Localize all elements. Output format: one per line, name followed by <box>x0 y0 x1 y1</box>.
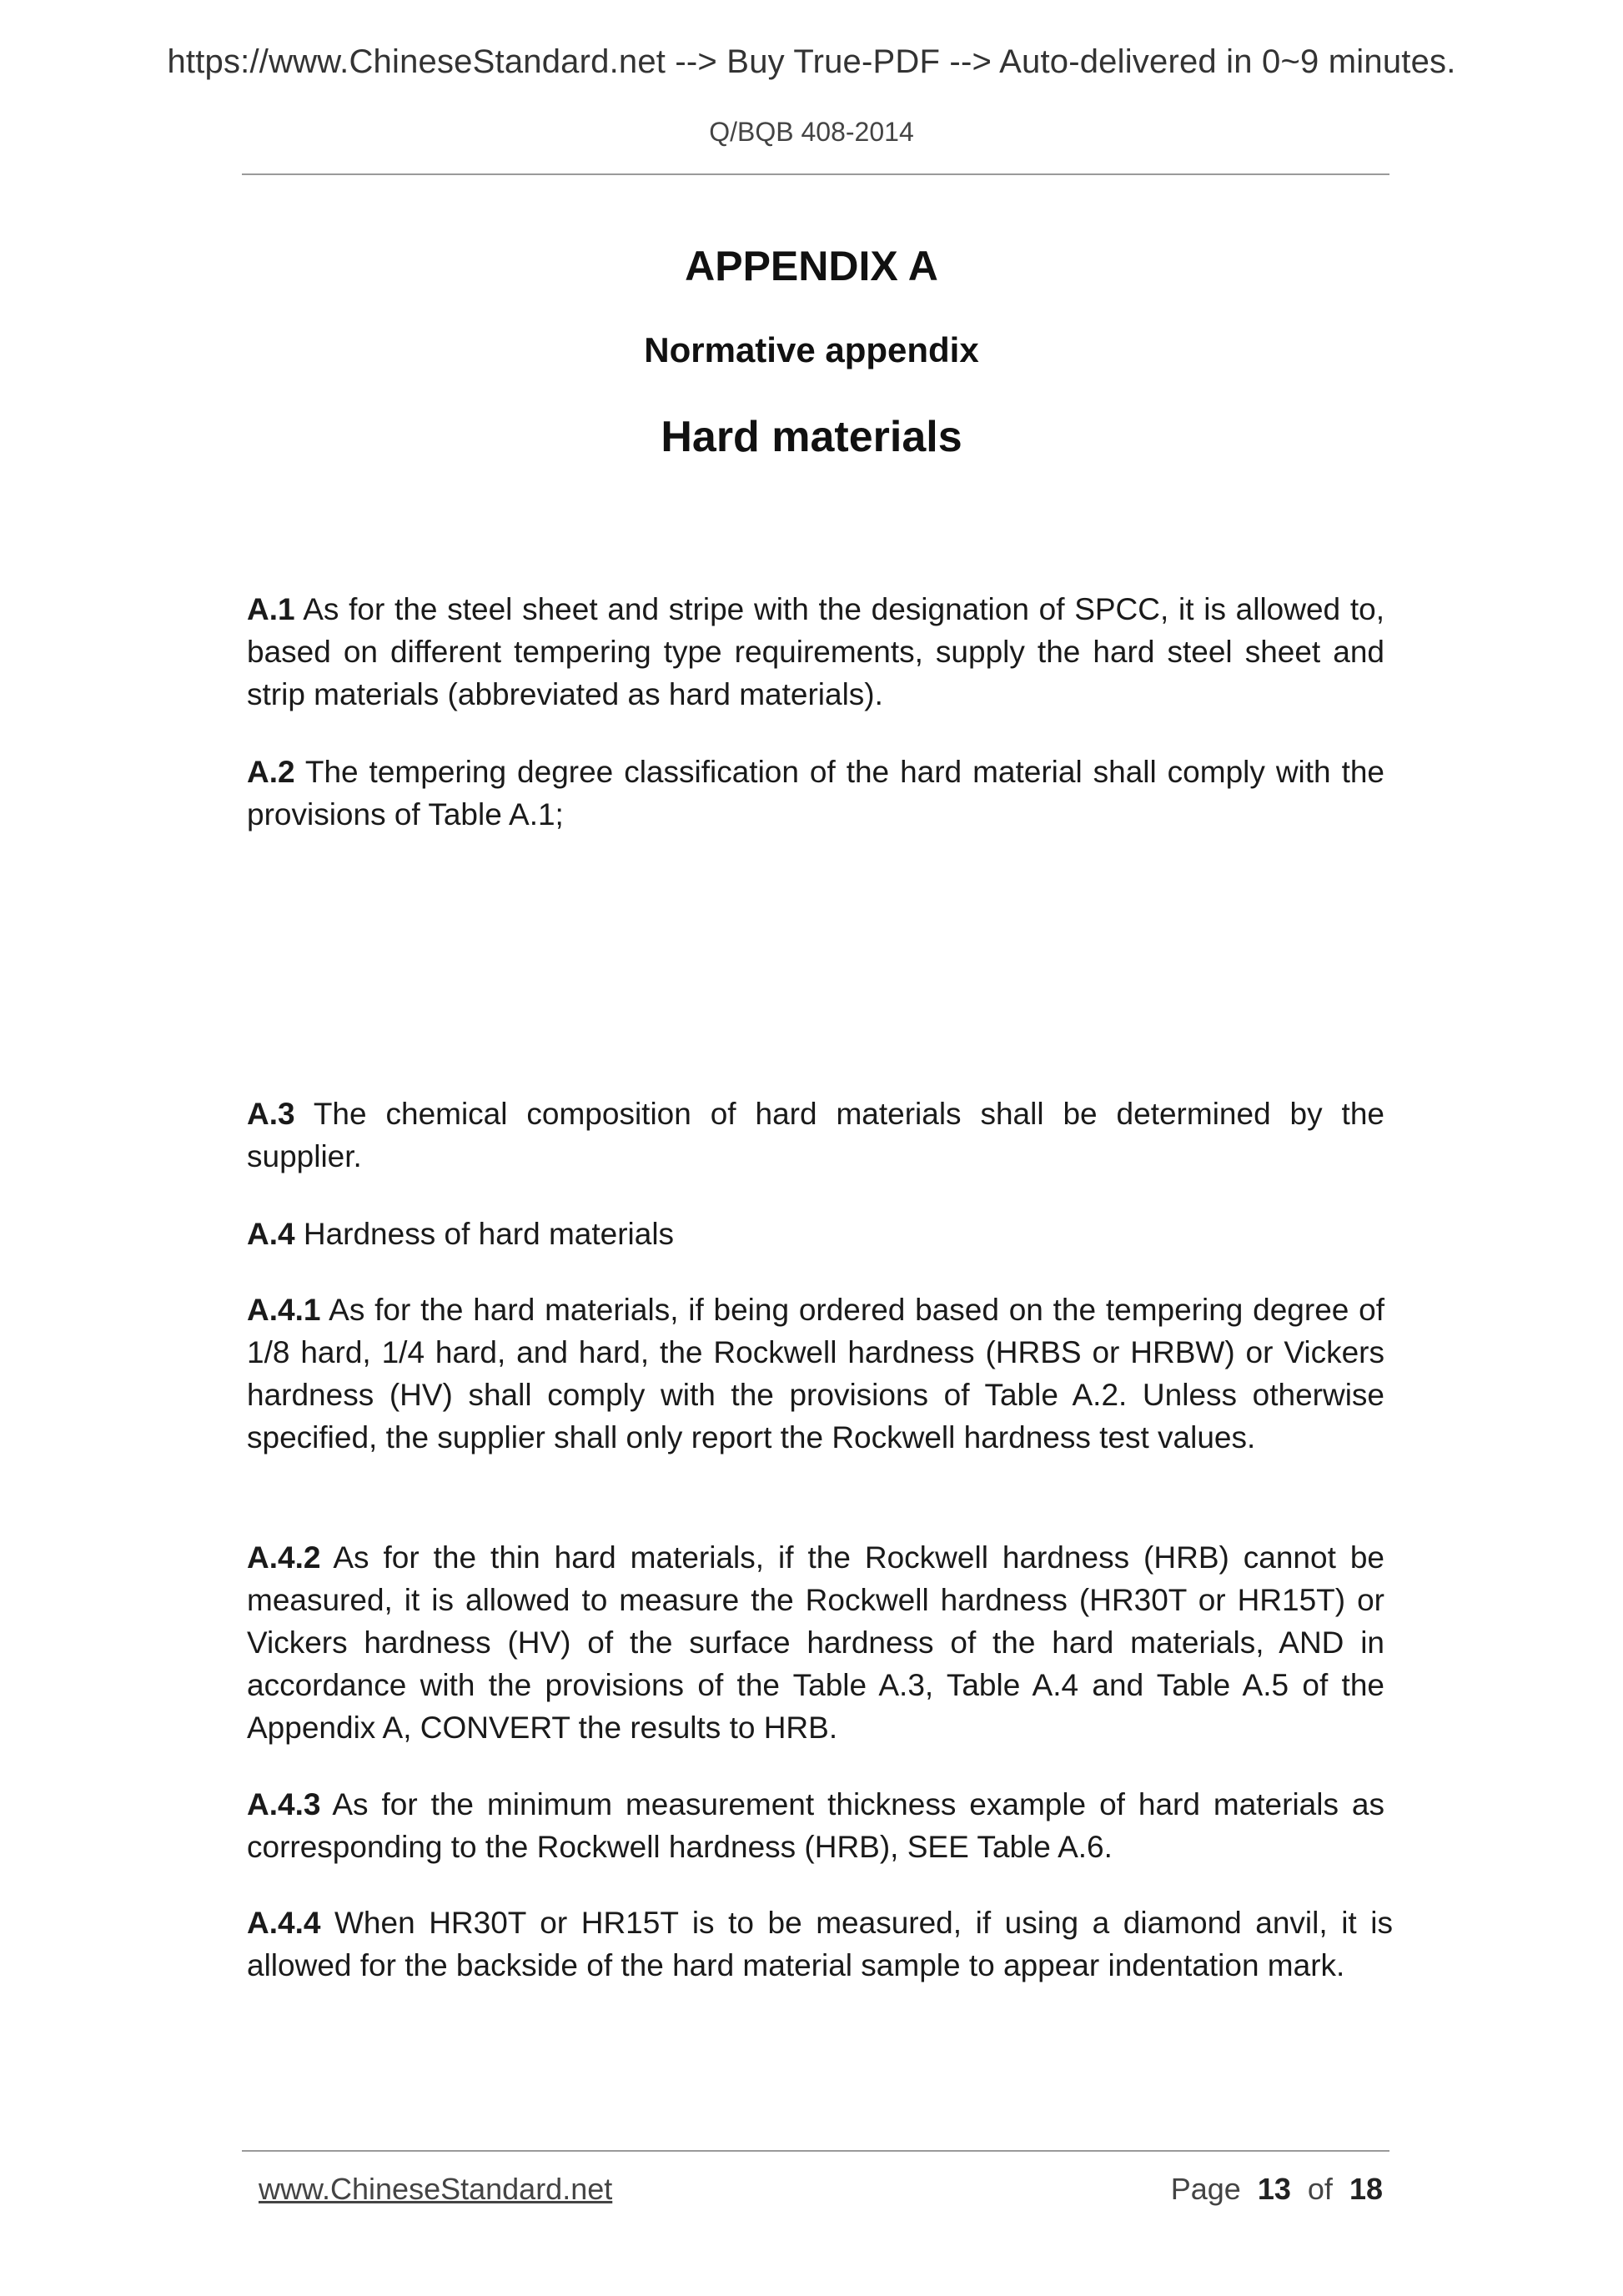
header-banner: https://www.ChineseStandard.net --> Buy True-PDF --> Auto-delivered in 0~9 minutes. <box>167 43 1456 80</box>
appendix-topic: Hard materials <box>661 413 962 461</box>
clause-a4-1 <box>247 1289 1384 1459</box>
clause-number: A.4.1 <box>247 1293 321 1327</box>
clause-number: A.4.3 <box>247 1787 321 1821</box>
clause-number: A.3 <box>247 1097 295 1131</box>
clause-a3 <box>247 1093 1384 1178</box>
footer-divider <box>242 2150 1389 2152</box>
page-label: Page <box>1170 2172 1241 2206</box>
appendix-subtitle: Normative appendix <box>644 330 979 369</box>
clause-number: A.4 <box>247 1217 295 1251</box>
clause-text: Hardness of hard materials <box>294 1217 675 1251</box>
clause-a4 <box>247 1213 1384 1255</box>
page-indicator <box>1171 2172 1383 2207</box>
document-code: Q/BQB 408-2014 <box>709 117 914 147</box>
page-total: 18 <box>1349 2172 1383 2206</box>
page-of: of <box>1307 2172 1333 2206</box>
clause-text: As for the steel sheet and stripe with the designation of SPCC, it is allowed to, based on different tempering type requirements, supply the hard steel sheet and strip materials (abbreviated as hard materials). <box>247 592 1384 711</box>
clause-text: As for the thin hard materials, if the Rockwell hardness (HRB) cannot be measured, it is allowed to measure the Rockwell hardness (HR30T or HR15T) or Vickers hardness (HV) of the surface hardness of the hard materials, AND in accordance with the provisions of the Table A.3, Table A.4 and Table A.5 of the Appendix A, CONVERT the results to HRB. <box>247 1540 1384 1745</box>
clause-number: A.1 <box>247 592 295 626</box>
clause-number: A.4.4 <box>247 1906 321 1940</box>
clause-number: A.4.2 <box>247 1540 321 1575</box>
appendix-title: APPENDIX A <box>685 243 938 289</box>
clause-text: The tempering degree classification of the hard material shall comply with the provisions of Table A.1; <box>247 755 1384 831</box>
footer-site-link[interactable]: www.ChineseStandard.net <box>259 2172 613 2206</box>
header-divider <box>242 173 1389 175</box>
clause-text: When HR30T or HR15T is to be measured, if using a diamond anvil, it is allowed for the backside of the hard material sample to appear indentation mark. <box>247 1906 1393 1982</box>
clause-a4-2 <box>247 1536 1384 1749</box>
clause-a4-3 <box>247 1783 1384 1868</box>
clause-a2 <box>247 751 1384 836</box>
clause-a4-4 <box>247 1902 1393 1987</box>
clause-text: As for the minimum measurement thickness example of hard materials as corresponding to the Rockwell hardness (HRB), SEE Table A.6. <box>247 1787 1384 1864</box>
clause-a1 <box>247 588 1384 716</box>
clause-text: As for the hard materials, if being ordered based on the tempering degree of 1/8 hard, 1/4 hard, and hard, the Rockwell hardness (HRBS or HRBW) or Vickers hardness (HV) shall comply with the provisions of Table A.2. Unless otherwise specified, the supplier shall only report the Rockwell hardness test values. <box>247 1293 1384 1454</box>
clause-text: The chemical composition of hard materials shall be determined by the supplier. <box>247 1097 1384 1173</box>
clause-number: A.2 <box>247 755 295 789</box>
page-current: 13 <box>1257 2172 1291 2206</box>
